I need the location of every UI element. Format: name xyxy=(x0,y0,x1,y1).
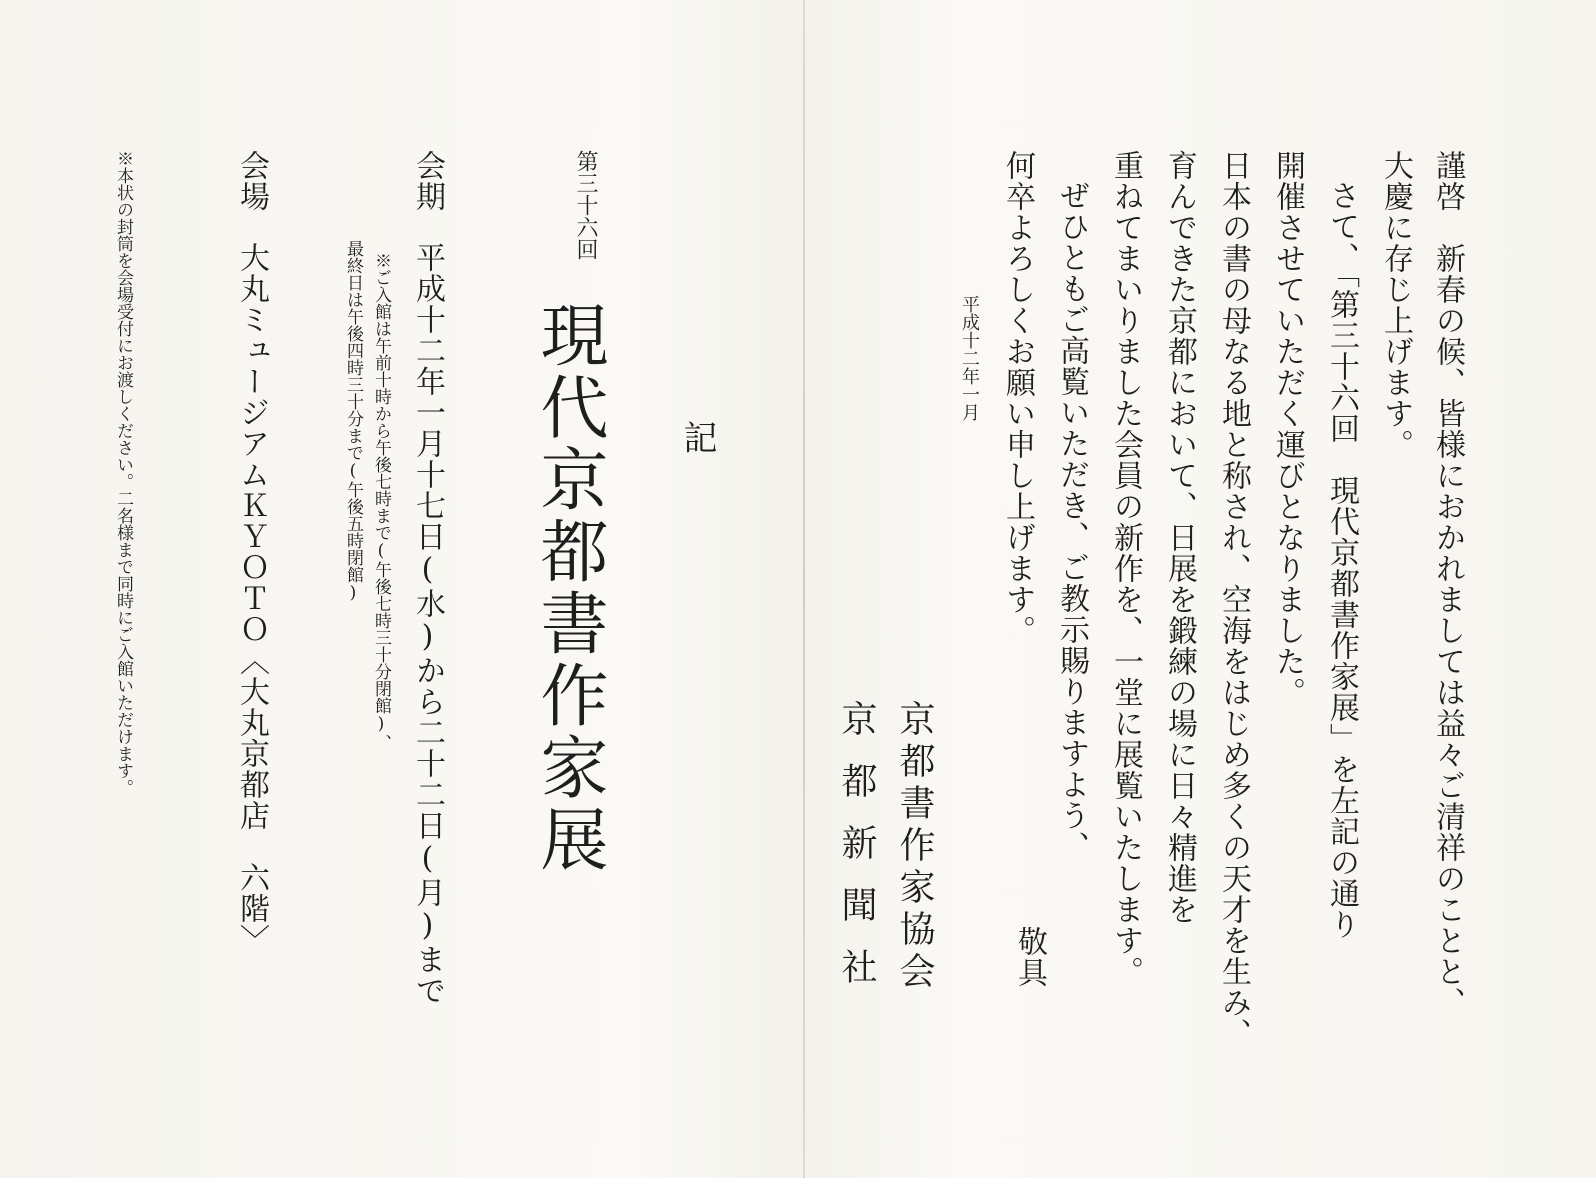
sender-newspaper: 京都新聞社 xyxy=(836,700,877,1010)
letter-line-3: さて、「第三十六回 現代京都書作家展」を左記の通り xyxy=(1324,180,1359,940)
exhibition-edition: 第三十六回 xyxy=(573,150,598,260)
letter-line-1: 謹啓 新春の候、皆様におかれましては益々ご清祥のことと、 xyxy=(1430,150,1465,1018)
envelope-note: ※本状の封筒を会場受付にお渡しください。二名様まで同時にご入館いただけます。 xyxy=(113,150,133,796)
venue-value: 大丸ミュージアムＫＹＯＴＯ〈大丸京都店 六階〉 xyxy=(234,242,269,955)
letter-line-6: 育んできた京都において、日展を鍛練の場に日々精進を xyxy=(1162,150,1197,925)
hours-note-line-1: ※ご入館は午前十時から午後七時まで(午後七時三十分閉館)、 xyxy=(371,252,391,751)
letter-closing: 敬具 xyxy=(1012,926,1047,988)
letter-line-5: 日本の書の母なる地と称され、空海をはじめ多くの天才を生み、 xyxy=(1216,150,1251,1049)
letter-line-2: 大慶に存じ上げます。 xyxy=(1378,150,1413,460)
letter-line-7: 重ねてまいりました会員の新作を、一堂に展覧いたします。 xyxy=(1108,150,1143,987)
letter-line-8: ぜひともご高覧いただき、ご教示賜りますよう、 xyxy=(1054,180,1089,862)
center-fold xyxy=(803,0,805,1178)
period-label: 会期 xyxy=(410,150,445,212)
sender-association: 京都書作家協会 xyxy=(894,700,935,994)
ki-heading: 記 xyxy=(677,420,717,455)
letter-line-4: 開催させていただく運びとなりました。 xyxy=(1270,150,1305,708)
exhibition-title: 現代京都書作家展 xyxy=(529,300,608,876)
hours-note-line-2: 最終日は午後四時三十分まで(午後五時閉館) xyxy=(343,240,363,603)
venue-label: 会場 xyxy=(234,150,269,212)
letter-line-9: 何卒よろしくお願い申し上げます。 xyxy=(1000,150,1035,646)
letter-date: 平成十二年一月 xyxy=(959,295,980,421)
period-value: 平成十二年一月十七日(水)から二十二日(月)まで xyxy=(410,242,445,1006)
